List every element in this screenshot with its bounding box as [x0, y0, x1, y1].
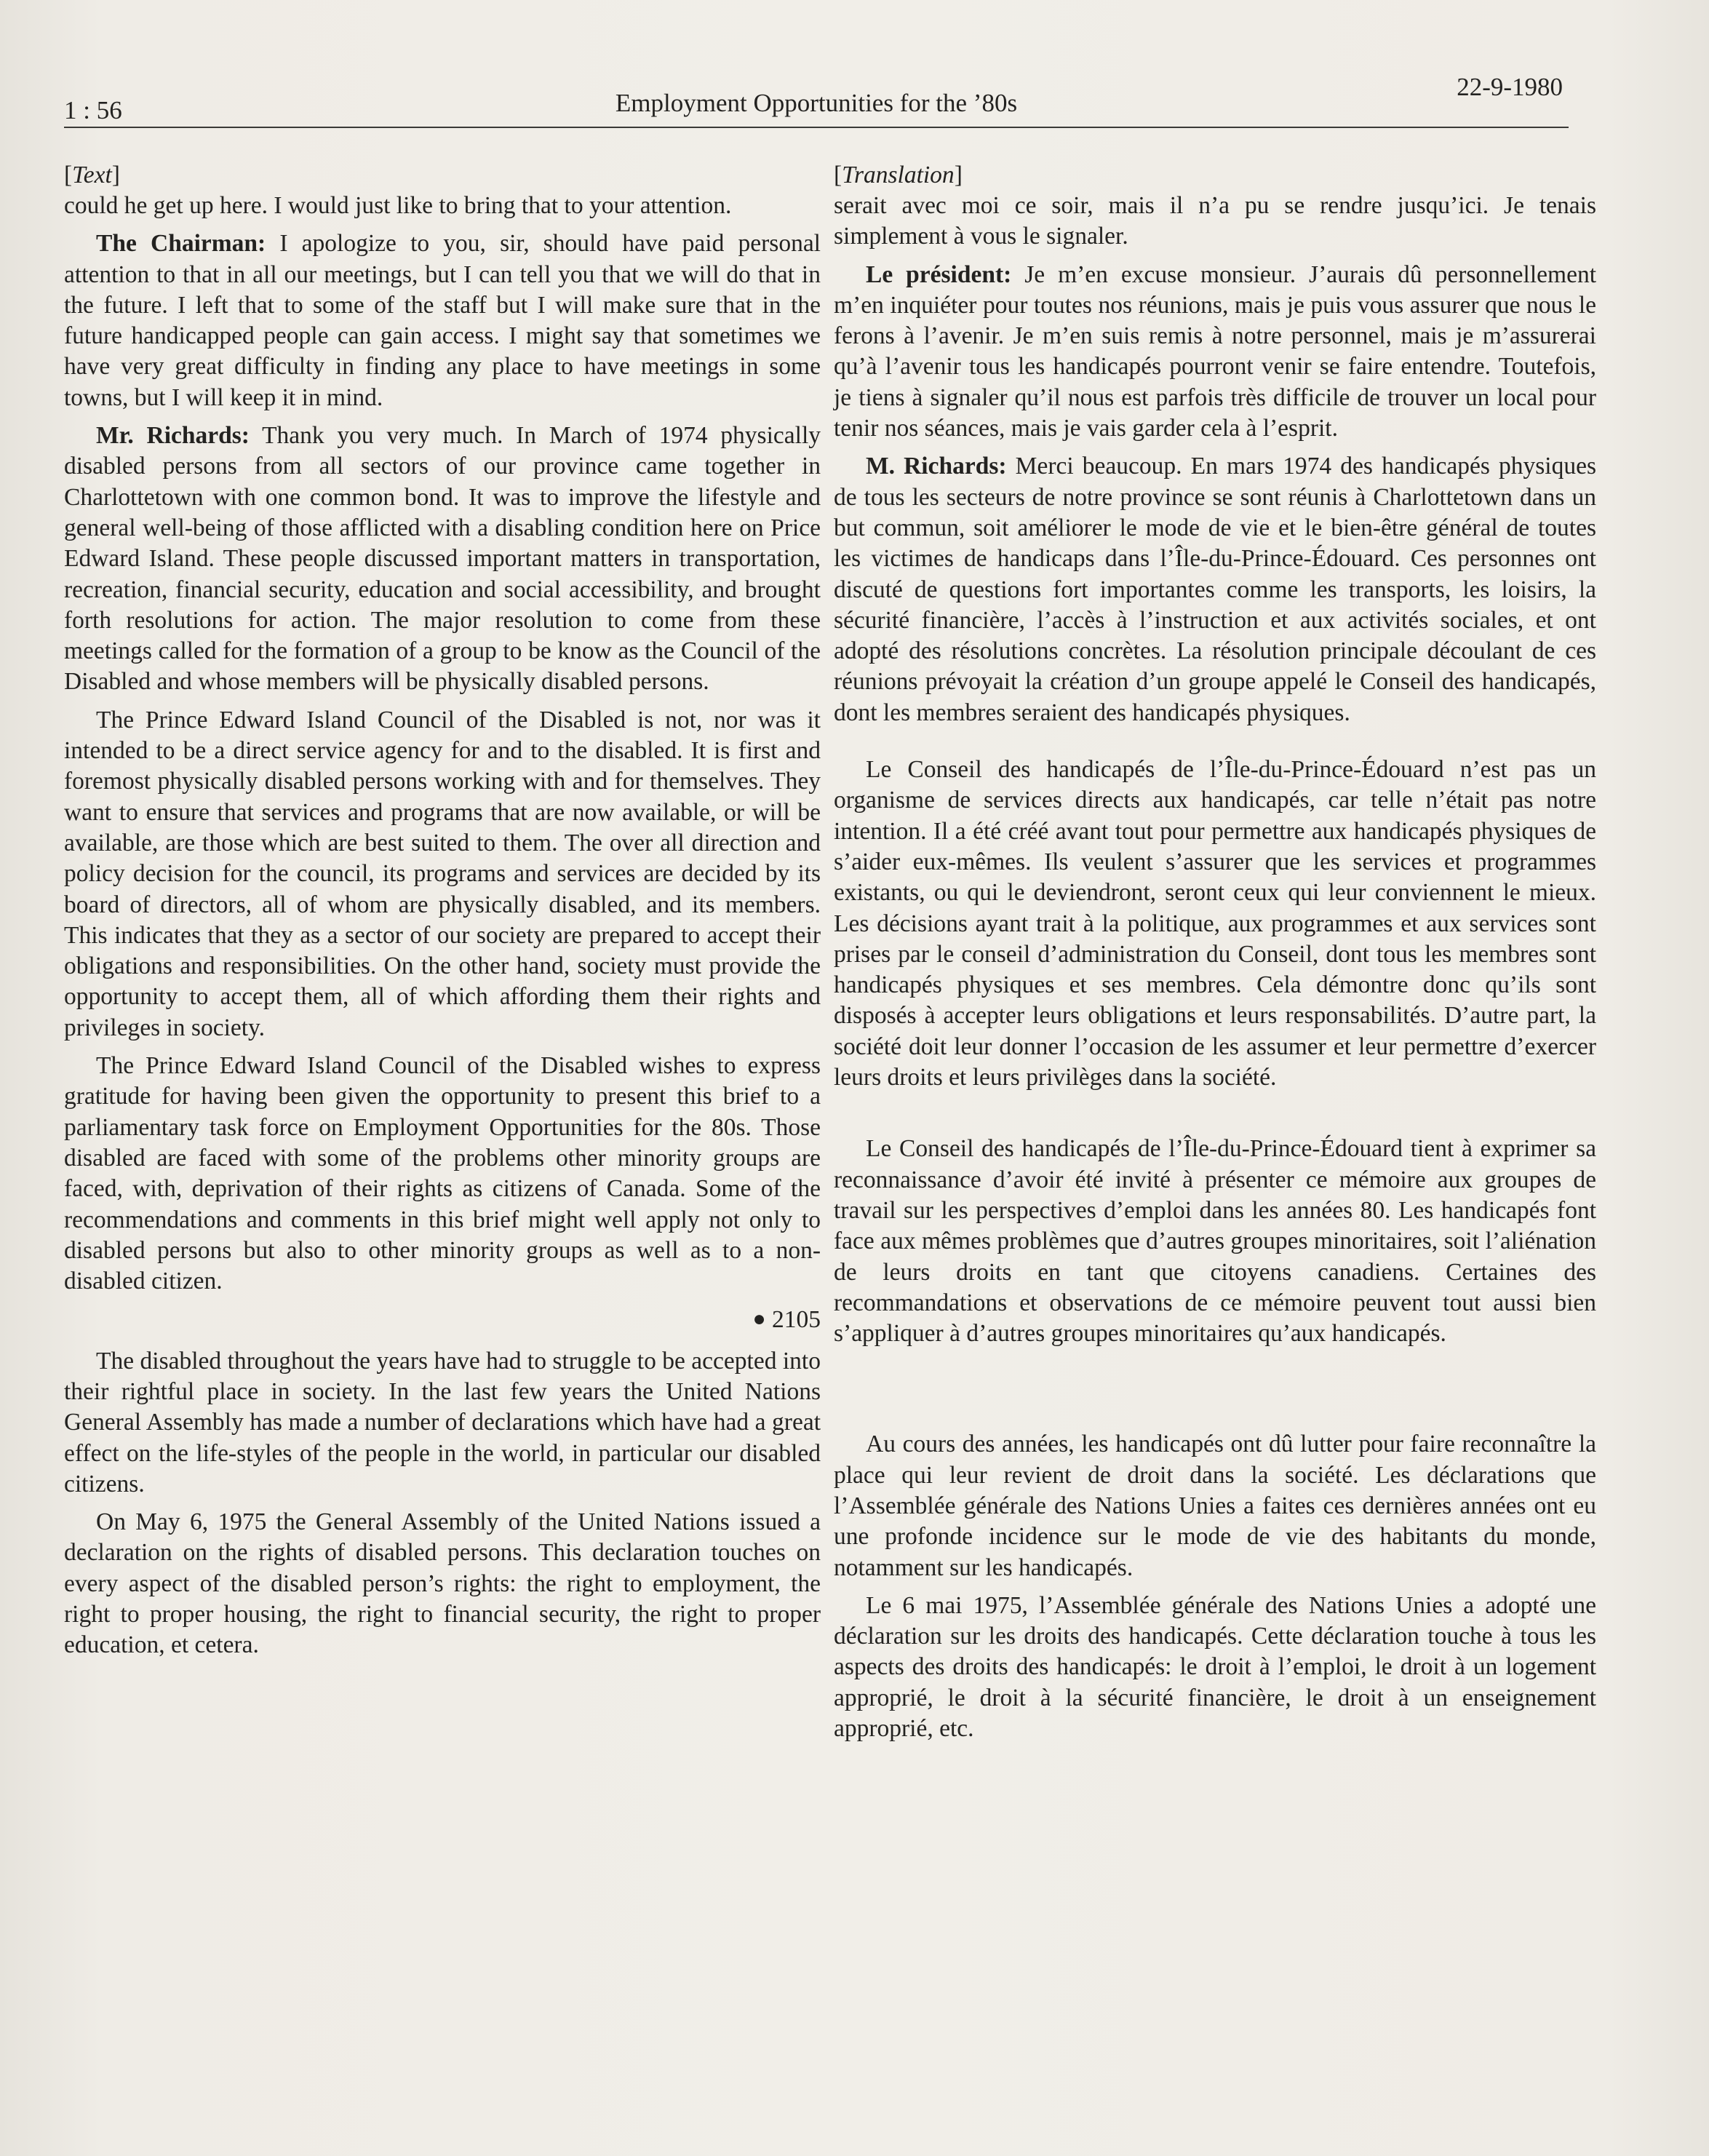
page-number: 1 : 56: [64, 96, 122, 124]
paragraph: could he get up here. I would just like to bring that to your attention.: [64, 192, 732, 219]
french-column: [834, 160, 1596, 1751]
paragraph: Au cours des années, les handicapés ont dû lutter pour faire reconnaître la place qui leur revient de droit dans la société. Les déclarations que l’Assemblée générale des Nations Unies a faites ces dernières années ont eu une profonde incidence sur le mode de vie des habitants du monde, notamment sur les handicapés.: [834, 1431, 1596, 1581]
running-header: [64, 67, 1569, 128]
paragraph: Le 6 mai 1975, l’Assemblée générale des Nations Unies a adopté une déclaration sur les droits des handicapés. Cette déclaration touche à tous les aspects des droits des handicapés: le droit à l’emploi, le droit à un logement approprié, le droit à la sécurité financière, le droit à un enseignement approprié, etc.: [834, 1591, 1596, 1743]
paragraph-chairman: The Chairman: I apologize to you, sir, should have paid personal attention to that in all our meetings, but I can tell you that we will do that in the future. I left that to some of the staff but I will make sure that in the future handicapped people can gain access. I might say that sometimes we have very great difficulty in finding any place to have meetings in some towns, but I will keep it in mind.: [64, 230, 821, 411]
paragraph: serait avec moi ce soir, mais il n’a pu se rendre jusqu’ici. Je tenais simplement à vous le signaler.: [834, 192, 1596, 250]
paragraph: Le Conseil des handicapés de l’Île-du-Prince-Édouard n’est pas un organisme de services directs aux handicapés, car telle n’était pas notre intention. Il a été créé avant tout pour permettre aux handicapés physiques de s’aider eux-mêmes. Ils veulent s’assurer que les services et programmes existants, ou qui le deviendront, seront ceux qui leur conviennent le mieux. Les décisions ayant trait à la politique, aux programmes et aux services sont prises par le conseil d’administration du Conseil, dont tous les membres sont handicapés physiques et ses membres. Cela démontre donc qu’ils sont disposés à accepter leurs obligations et leurs responsabilités. D’autre part, la société doit leur donner l’occasion de les assumer et leur permettre d’exercer leurs droits et leurs privilèges dans la société.: [834, 756, 1596, 1091]
spacer: [834, 1356, 1596, 1429]
column-label-translation: [Translation]: [834, 162, 963, 188]
speaker-name: Le président:: [866, 260, 1012, 288]
paragraph: On May 6, 1975 the General Assembly of the United Nations issued a declaration on the rights of disabled persons. This declaration touches on every aspect of the disabled person’s rights: the right to employment, the right to proper housing, the right to financial security, the right to proper education, et cetera.: [64, 1508, 821, 1659]
sitting-date: 22-9-1980: [1457, 73, 1563, 101]
bullet-icon: ●: [752, 1307, 766, 1332]
paragraph-president: Le président: Je m’en excuse monsieur. J’aurais dû personnellement m’en inquiéter pour toutes nos réunions, mais je puis vous assurer que nous le ferons à l’avenir. Je m’en suis remis à notre personnel, mais je m’assurerai qu’à l’avenir tous les handicapés pourront venir se faire entendre. Toutefois, je tiens à signaler qu’il nous est parfois très difficile de trouver un local pour tenir nos séances, mais je vais garder cela à l’esprit.: [834, 260, 1596, 442]
publication-title: Employment Opportunities for the ’80s: [615, 89, 1018, 117]
paragraph: The Prince Edward Island Council of the Disabled wishes to express gratitude for having been given the opportunity to present this brief to a parliamentary task force on Employment Opportunities for the 80s. Those disabled are faced with some of the problems other minority groups are faced, with, deprivation of their rights as citizens of Canada. Some of the recommendations and comments in this brief might well apply not only to disabled persons but also to other minority groups as well as to a non-disabled citizen.: [64, 1052, 821, 1295]
time-marker: ● 2105: [752, 1306, 821, 1334]
paragraph-richards: M. Richards: Merci beaucoup. En mars 1974 des handicapés physiques de tous les secteurs de notre province se sont réunis à Charlottetown dans un but commun, soit améliorer le mode de vie et le bien-être général de toutes les victimes de handicaps dans l’Île-du-Prince-Édouard. Ces personnes ont discuté de questions fort importantes comme les transports, les loisirs, la sécurité financière, l’accès à l’instruction et aux activités sociales, et ont adopté des résolutions concrètes. La résolution principale découlant de ces réunions prévoyait la création d’un groupe appelé le Conseil des handicapés, dont les membres seraient des handicapés physiques.: [834, 453, 1597, 726]
column-label-text: [Text]: [64, 162, 120, 188]
speaker-name: M. Richards:: [866, 453, 1007, 480]
spacer: [834, 1100, 1596, 1134]
paragraph: Le Conseil des handicapés de l’Île-du-Prince-Édouard tient à exprimer sa reconnaissance d’avoir été invité à présenter ce mémoire aux groupes de travail sur les perspectives d’emploi dans les années 80. Les handicapés font face aux mêmes problèmes que d’autres groupes minoritaires, soit l’aliénation de leurs droits en tant que citoyens canadiens. Certaines des recommandations et observations de ce mémoire peuvent tout aussi bien s’appliquer à d’autres groupes minoritaires qu’aux handicapés.: [834, 1135, 1596, 1348]
speaker-name: Mr. Richards:: [96, 422, 250, 450]
paragraph: The Prince Edward Island Council of the Disabled is not, nor was it intended to be a direct service agency for and to the disabled. It is first and foremost physically disabled persons working with and for themselves. They want to ensure that services and programs that are now available, or will be available, are those which are best suited to them. The over all direction and policy decision for the council, its programs and services are decided by its board of directors, all of whom are physically disabled, and its members. This indicates that they as a sector of our society are prepared to accept their obligations and responsibilities. On the other hand, society must provide the opportunity to accept them, all of which affording them their rights and privileges in society.: [64, 706, 821, 1041]
paragraph-richards: Mr. Richards: Thank you very much. In March of 1974 physically disabled persons from all sectors of our province came together in Charlottetown with one common bond. It was to improve the lifestyle and general well-being of those afflicted with a disabling condition here on Price Edward Island. These people discussed important matters in transportation, recreation, financial security, education and social accessibility, and brought forth resolutions for action. The major resolution to come from these meetings called for the formation of a group to be know as the Council of the Disabled and whose members will be physically disabled persons.: [64, 422, 821, 696]
speaker-name: The Chairman:: [96, 230, 266, 258]
paragraph: The disabled throughout the years have had to struggle to be accepted into their rightful place in society. In the last few years the United Nations General Assembly has made a number of declarations which have had a great effect on the life-styles of the people in the world, in particular our disabled citizens.: [64, 1347, 821, 1497]
spacer: [834, 736, 1596, 755]
english-column: [64, 160, 821, 1668]
